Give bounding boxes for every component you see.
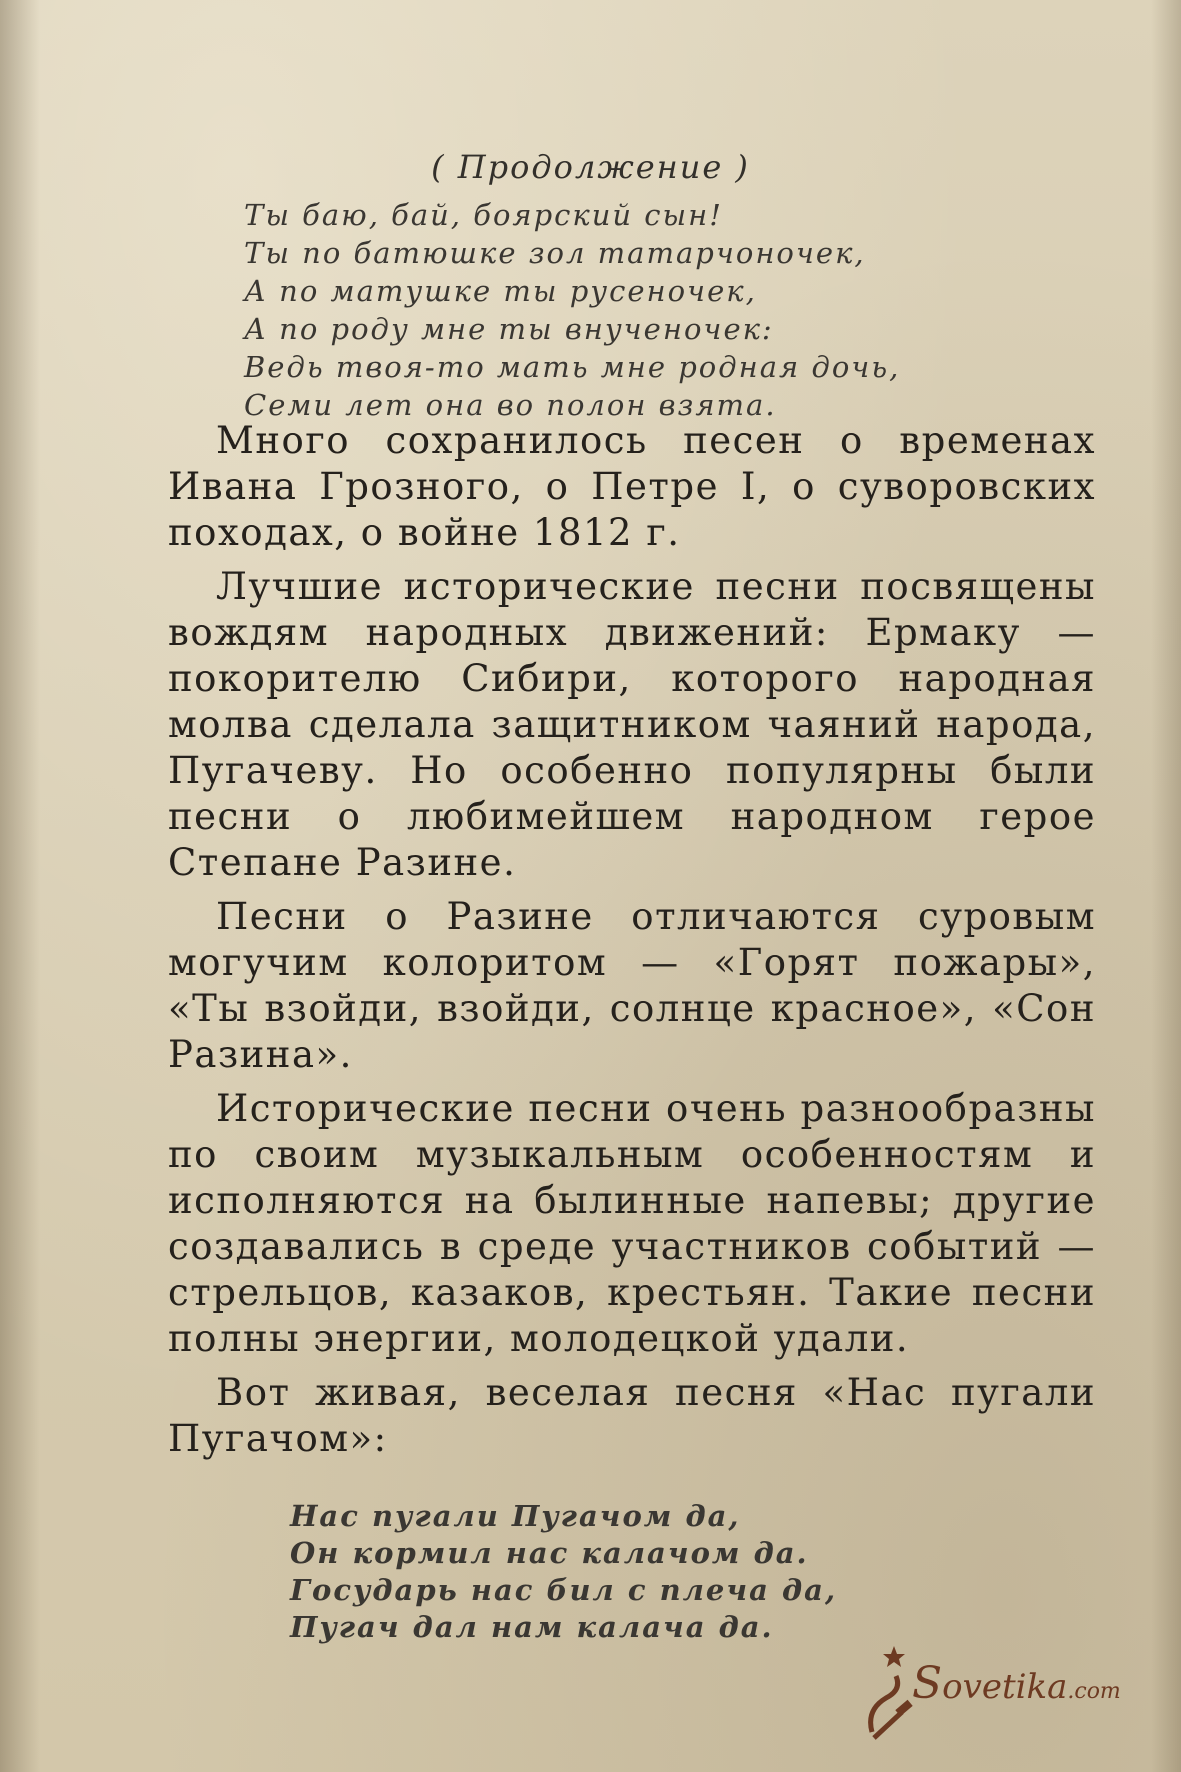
paragraph: Вот живая, веселая песня «Нас пугали Пугачом»:	[168, 1371, 1096, 1460]
paragraph: Исторические песни очень разнообразны по своим музыкальным особенностям и исполняются на былинные напевы; другие создавались в среде участников событий — стрельцов, казаков, крестьян. Такие песни полны энергии, молодецкой удали.	[168, 1087, 1096, 1360]
watermark-text	[912, 1658, 1121, 1709]
verse-line: Ты баю, бай, боярский сын!	[244, 198, 723, 232]
verse-line: А по роду мне ты внученочек:	[244, 312, 774, 346]
paragraph: Песни о Разине отличаются суровым могучим колоритом — «Горят пожары», «Ты взойди, взойди, солнце красное», «Сон Разина».	[168, 895, 1096, 1076]
verse-line: Ты по батюшке зол татарчоночек,	[244, 236, 866, 270]
verse-line: А по матушке ты русеночек,	[244, 274, 757, 308]
verse-bottom	[290, 1498, 837, 1646]
verse-line: Ведь твоя-то мать мне родная дочь,	[244, 350, 901, 384]
verse-line: Пугач дал нам калача да.	[290, 1610, 774, 1644]
paragraph: Лучшие исторические песни посвящены вождям народных движений: Ермаку — покорителю Сибири, которого народная молва сделала защитником чаяний народа, Пугачеву. Но особенно популярны были песни о любимейшем народном герое Степане Разине.	[168, 565, 1096, 884]
verse-line: Он кормил нас калачом да.	[290, 1536, 809, 1570]
verse-line: Государь нас бил с плеча да,	[290, 1573, 838, 1607]
body-text	[168, 418, 1096, 1470]
paragraph: Много сохранилось песен о временах Ивана Грозного, о Петре I, о суворовских походах, о войне 1812 г.	[168, 419, 1096, 554]
watermark-name: ovetika	[942, 1667, 1068, 1707]
verse-line: Семи лет она во полон взята.	[244, 388, 777, 422]
continuation-heading: ( Продолжение )	[431, 148, 750, 186]
watermark-domain: .com	[1067, 1679, 1121, 1704]
verse-top	[244, 196, 900, 424]
watermark-logo	[852, 1640, 1152, 1750]
verse-line: Нас пугали Пугачом да,	[290, 1499, 741, 1533]
watermark-initial: S	[912, 1658, 943, 1709]
